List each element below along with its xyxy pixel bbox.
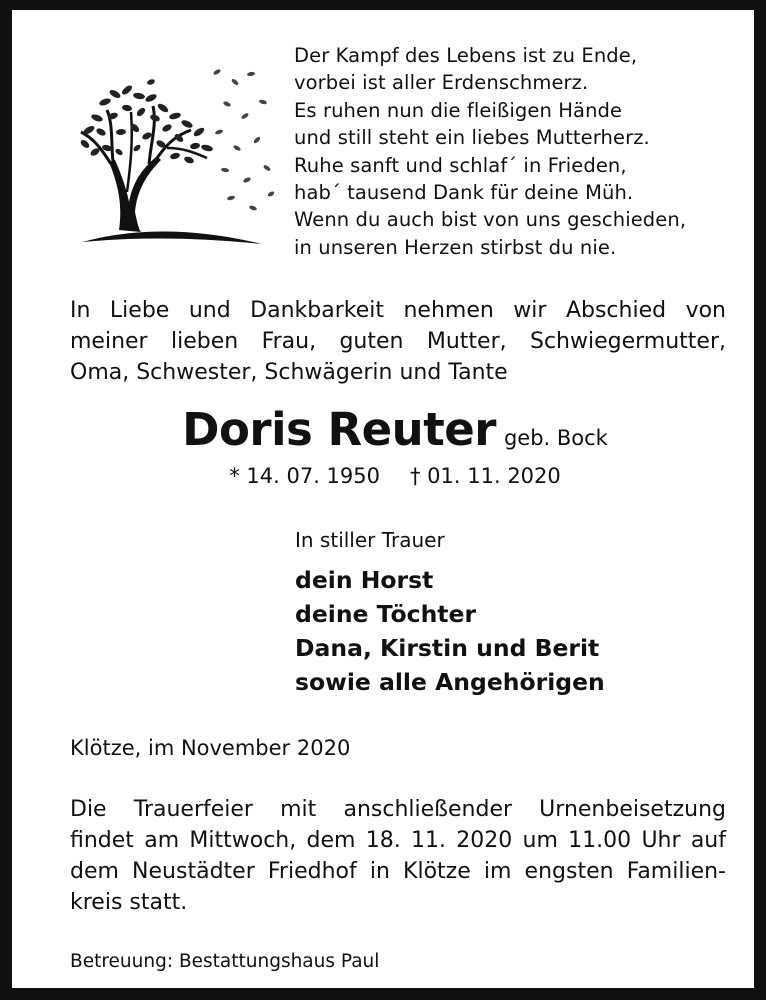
- ceremony-line: kreis statt.: [70, 890, 188, 915]
- mourning-intro: In stiller Trauer: [295, 528, 445, 552]
- place-and-date: Klötze, im November 2020: [70, 736, 351, 760]
- funeral-home-credit: Betreuung: Bestattungshaus Paul: [70, 951, 380, 972]
- birth-date: * 14. 07. 1950: [229, 464, 380, 488]
- birth-name: geb. Bock: [503, 426, 608, 450]
- poem-line: hab´ tausend Dank für deine Müh.: [294, 181, 634, 205]
- intro-line: meiner lieben Frau, guten Mutter, Schwiegermutter,: [70, 329, 726, 354]
- mourner: deine Töchter: [295, 600, 477, 628]
- intro-line: In Liebe und Dankbarkeit nehmen wir Abschied von: [70, 298, 726, 323]
- poem-line: und still steht ein liebes Mutterherz.: [294, 126, 650, 150]
- mourner: dein Horst: [295, 566, 434, 594]
- deceased-name-row: [12, 403, 766, 456]
- poem-line: in unseren Herzen stirbst du nie.: [294, 235, 617, 259]
- deceased-name: Doris Reuter: [182, 403, 496, 456]
- poem-line: Der Kampf des Lebens ist zu Ende,: [294, 44, 638, 67]
- tree-with-falling-leaves-icon: [67, 52, 277, 252]
- poem: [294, 42, 686, 261]
- ceremony-line: Die Trauerfeier mit anschließender Urnenbeisetzung: [70, 797, 726, 822]
- mourners-list: [295, 563, 605, 699]
- life-dates: [12, 464, 766, 488]
- poem-line: Ruhe sanft und schlaf´ in Frieden,: [294, 153, 627, 177]
- poem-line: vorbei ist aller Erdenschmerz.: [294, 71, 589, 95]
- ceremony-notice: [70, 794, 726, 918]
- intro-text: [70, 295, 726, 388]
- mourner: Dana, Kirstin und Berit: [295, 634, 600, 662]
- ceremony-line: dem Neustädter Friedhof in Klötze im engsten Familien-: [70, 859, 726, 884]
- death-date: † 01. 11. 2020: [410, 464, 561, 488]
- poem-line: Wenn du auch bist von uns geschieden,: [294, 208, 687, 232]
- mourner: sowie alle Angehörigen: [295, 668, 605, 696]
- poem-line: Es ruhen nun die fleißigen Hände: [294, 98, 623, 122]
- ceremony-line: findet am Mittwoch, dem 18. 11. 2020 um 11.00 Uhr auf: [70, 828, 726, 853]
- intro-line: Oma, Schwester, Schwägerin und Tante: [70, 360, 508, 385]
